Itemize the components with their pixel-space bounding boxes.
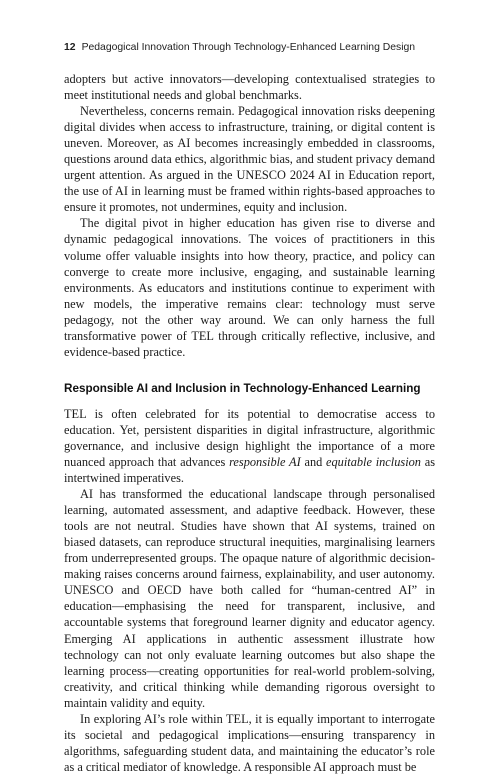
paragraph-text: TEL is often celebrated for its potential to democratise access to education. Yet, persistent disparities in digital infrastructure, algorithmic governance, and inclusive design highlight the importance of a more nuanced approach that advances bbox=[64, 406, 435, 469]
paragraph-text: and bbox=[300, 454, 327, 469]
emphasis-responsible-ai: responsible AI bbox=[229, 454, 301, 469]
section-heading: Responsible AI and Inclusion in Technology-Enhanced Learning bbox=[64, 381, 421, 395]
paragraph-ai-transformed: AI has transformed the educational landscape through personalised learning, automated assessment, and adaptive feedback. However, these tools are not neutral. Studies have shown that AI systems, trained on biased datasets, can reproduce structural inequities, marginalising learners from underrepresented groups. The opaque nature of algorithmic decision-making raises concerns around fairness, explainability, and user autonomy. UNESCO and OECD have both called for “human-centred AI” in education—emphasising the need for transparent, inclusive, and accountable systems that foreground learner dignity and educator agency. Emerging AI applications in authentic assessment illustrate how technology can not only evaluate learning outcomes but also shape the learning process—creating opportunities for real-world problem-solving, creativity, and critical thinking while demanding rigorous oversight to maintain validity and equity. bbox=[64, 487, 435, 710]
paragraph-tel-celebrated bbox=[64, 406, 435, 486]
page-number: 12 bbox=[64, 42, 76, 53]
paragraph-concerns: Nevertheless, concerns remain. Pedagogical innovation risks deepening digital divides when access to infrastructure, training, or digital content is uneven. Moreover, as AI becomes increasingly embedded in classrooms, questions around data ethics, algorithmic bias, and student privacy demand urgent attention. As argued in the UNESCO 2024 AI in Education report, the use of AI in learning must be framed within rights-based approaches to ensure it promotes, not undermines, equity and inclusion. bbox=[64, 104, 435, 215]
running-title: Pedagogical Innovation Through Technology-Enhanced Learning Design bbox=[81, 42, 416, 53]
paragraph-continued: adopters but active innovators—developing contextualised strategies to meet institutional needs and global benchmarks. bbox=[64, 72, 435, 103]
emphasis-equitable-inclusion: equitable inclusion bbox=[326, 454, 421, 469]
paragraph-digital-pivot: The digital pivot in higher education has given rise to diverse and dynamic pedagogical innovations. The voices of practitioners in this volume offer valuable insights into how theory, practice, and policy can converge to create more inclusive, engaging, and sustainable learning environments. As educators and institutions continue to experiment with new models, the imperative remains clear: technology must serve pedagogy, not the other way around. We can only harness the full transformative power of TEL through critically reflective, inclusive, and evidence-based practice. bbox=[64, 216, 435, 359]
paragraph-exploring-ai: In exploring AI’s role within TEL, it is equally important to interrogate its societal and pedagogical implications—ensuring transparency in algorithms, safeguarding student data, and maintaining the educator’s role as a critical mediator of knowledge. A responsible AI approach must be bbox=[64, 711, 435, 774]
paragraph-text: as intertwined imperatives. bbox=[64, 454, 435, 486]
body-text bbox=[64, 71, 435, 775]
running-header bbox=[64, 42, 444, 53]
